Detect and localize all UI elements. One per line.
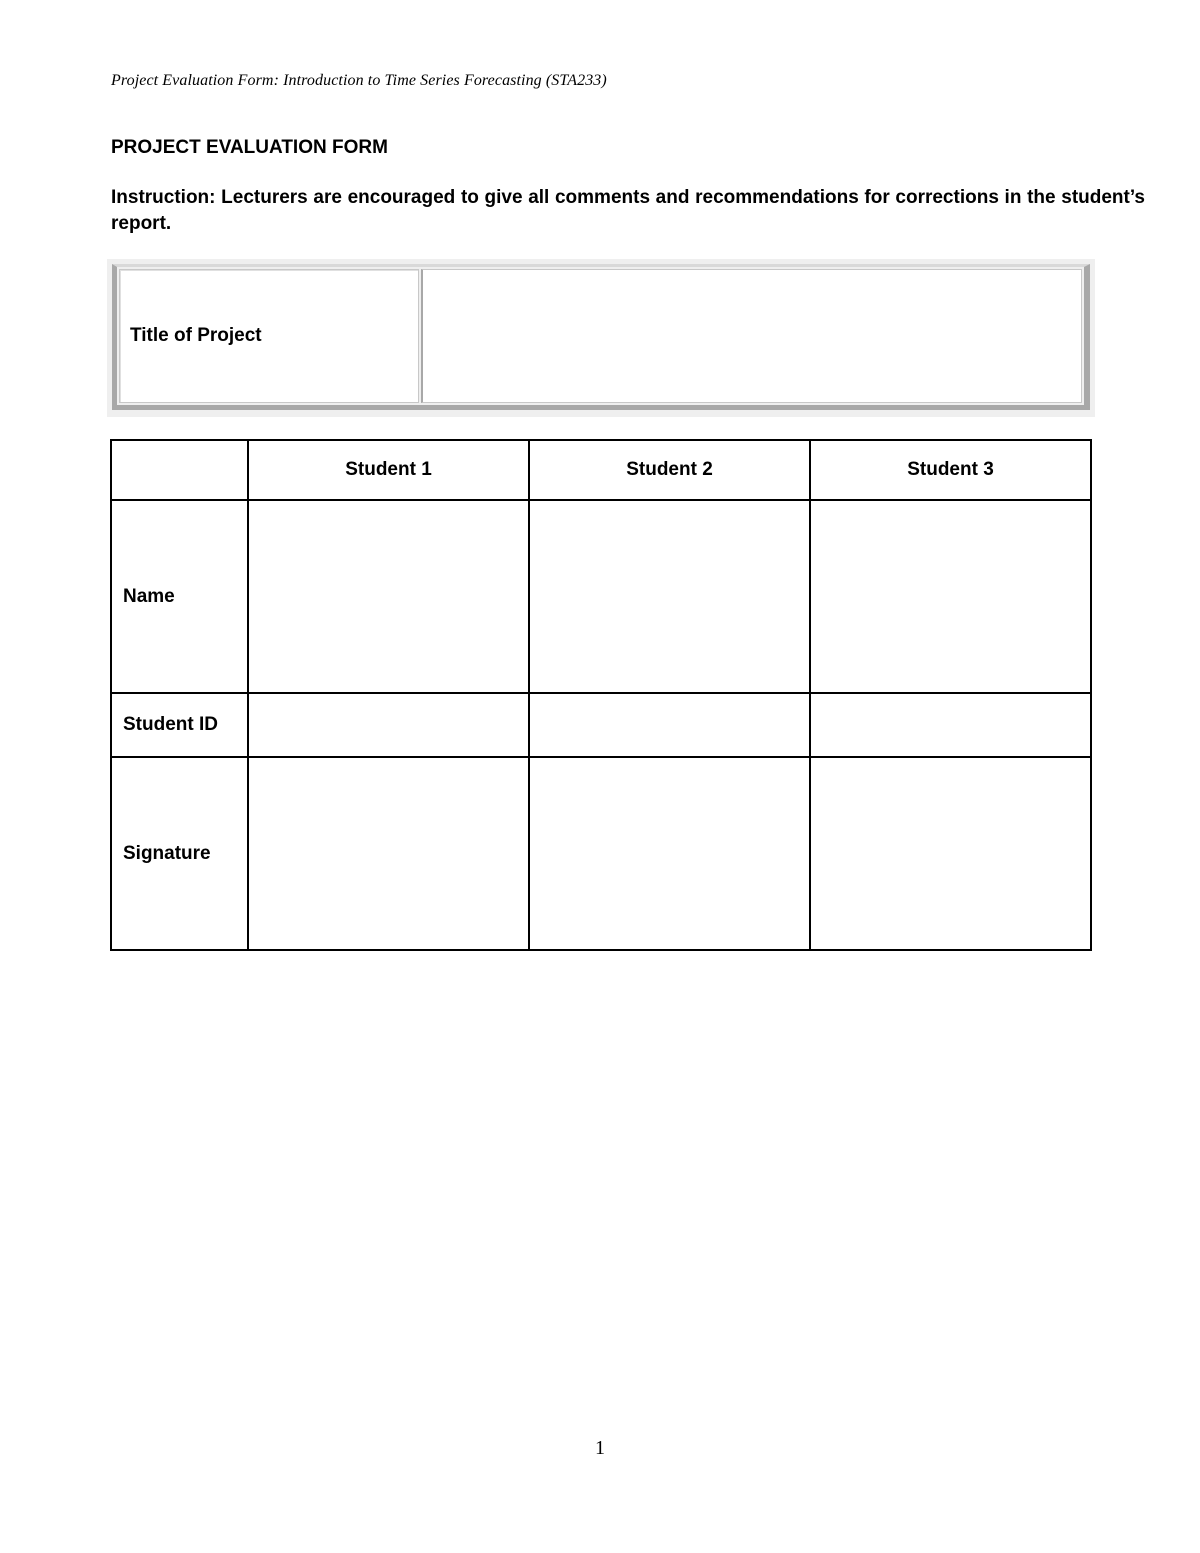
student-id-field-student-2[interactable] — [529, 693, 810, 757]
header-cell-student-3: Student 3 — [810, 440, 1091, 500]
signature-field-student-3[interactable] — [810, 757, 1091, 950]
header-cell-student-2: Student 2 — [529, 440, 810, 500]
table-row-name — [111, 500, 1091, 693]
student-id-field-student-3[interactable] — [810, 693, 1091, 757]
project-title-field[interactable] — [421, 269, 1082, 403]
table-header-row — [111, 440, 1091, 500]
running-header: Project Evaluation Form: Introduction to Time Series Forecasting (STA233) — [111, 72, 607, 89]
project-title-frame — [112, 264, 1090, 410]
instruction-text: Instruction: Lecturers are encouraged to give all comments and recommendations for corrections in the student’s report. — [111, 187, 1145, 234]
row-label-signature: Signature — [111, 757, 248, 950]
project-title-label: Title of Project — [119, 269, 419, 403]
row-label-name: Name — [111, 500, 248, 693]
student-id-field-student-1[interactable] — [248, 693, 529, 757]
name-field-student-2[interactable] — [529, 500, 810, 693]
name-field-student-1[interactable] — [248, 500, 529, 693]
project-title-box — [107, 259, 1095, 417]
page-number: 1 — [595, 1437, 605, 1459]
row-label-student-id: Student ID — [111, 693, 248, 757]
table-row-signature — [111, 757, 1091, 950]
signature-field-student-1[interactable] — [248, 757, 529, 950]
student-table — [110, 439, 1092, 951]
name-field-student-3[interactable] — [810, 500, 1091, 693]
form-title: PROJECT EVALUATION FORM — [111, 137, 388, 158]
header-cell-empty — [111, 440, 248, 500]
signature-field-student-2[interactable] — [529, 757, 810, 950]
header-cell-student-1: Student 1 — [248, 440, 529, 500]
table-row-student-id — [111, 693, 1091, 757]
